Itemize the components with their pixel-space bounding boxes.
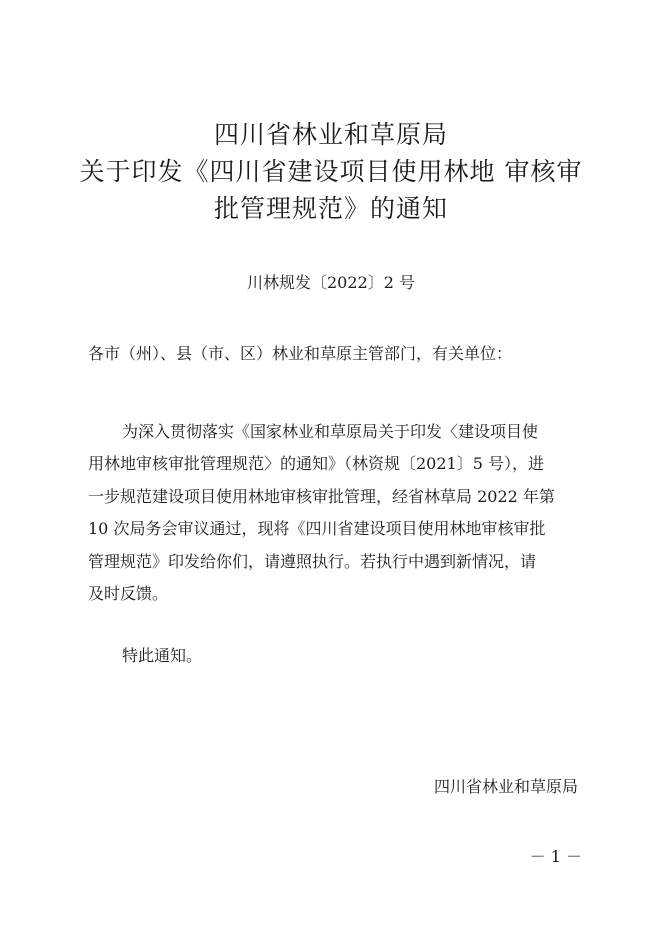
closing-remark: 特此通知。 — [122, 646, 203, 665]
body-line-2: 用林地审核审批管理规范〉的通知》（林资规〔2021〕5 号），进 — [88, 454, 544, 474]
document-title — [60, 116, 602, 227]
body-line-5: 管理规范》印发给你们，请遵照执行。若执行中遇到新情况，请 — [88, 551, 537, 571]
body-line-1: 为深入贯彻落实《国家林业和草原局关于印发〈建设项目使 — [122, 422, 539, 441]
title-line-3: 批管理规范》的通知 — [213, 194, 448, 223]
document-number: 川林规发〔2022〕2 号 — [247, 273, 415, 292]
issuer-signature: 四川省林业和草原局 — [433, 777, 578, 796]
page-number: － 1 － — [529, 847, 582, 866]
title-line-2: 关于印发《四川省建设项目使用林地 审核审 — [79, 157, 583, 186]
body-line-3: 一步规范建设项目使用林地审核审批管理，经省林草局 2022 年第 — [88, 486, 555, 506]
body-paragraph — [88, 416, 578, 610]
title-line-1: 四川省林业和草原局 — [213, 120, 448, 149]
body-line-6: 及时反馈。 — [88, 584, 169, 604]
salutation: 各市（州）、县（市、区）林业和草原主管部门，有关单位： — [88, 344, 513, 363]
body-line-4: 10 次局务会审议通过，现将《四川省建设项目使用林地审核审批 — [88, 519, 546, 539]
